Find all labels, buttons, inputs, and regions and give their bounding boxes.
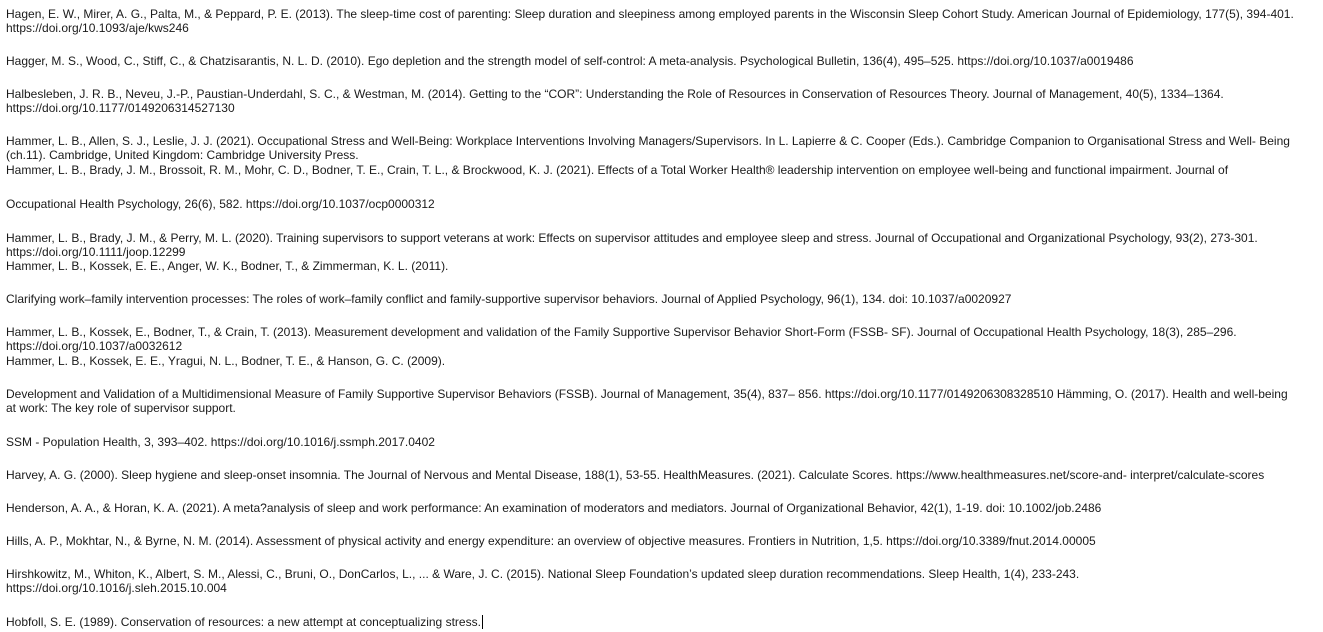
reference-hirshkowitz-2015[interactable]: Hirshkowitz, M., Whiton, K., Albert, S. M., Alessi, C., Bruni, O., DonCarlos, L., ... & Ware, J. C. (2015). National Sleep Foundation’s updated sleep duration recommendations. Sleep Health, 1(4), 233-243. https://doi.org/10.1016/j.sleh.2015.10.004 [6, 567, 1080, 595]
reference-hammer-kossek-2011[interactable]: Hammer, L. B., Kossek, E. E., Anger, W. K., Bodner, T., & Zimmerman, K. L. (2011). [6, 259, 449, 273]
reference-hamming-2017-continued[interactable]: SSM - Population Health, 3, 393–402. https://doi.org/10.1016/j.ssmph.2017.0402 [6, 435, 435, 449]
reference-hammer-kossek-2011-continued[interactable]: Clarifying work–family intervention processes: The roles of work–family conflict and family-supportive supervisor behaviors. Journal of Applied Psychology, 96(1), 134. doi: 10.1037/a0020927 [6, 292, 1012, 306]
reference-hammer-kossek-2009[interactable]: Hammer, L. B., Kossek, E. E., Yragui, N. L., Bodner, T. E., & Hanson, G. C. (2009). [6, 354, 446, 368]
reference-hammer-kossek-2009-continued[interactable]: Development and Validation of a Multidimensional Measure of Family Supportive Supervisor Behaviors (FSSB). Journal of Management, 35(4), 837– 856. https://doi.org/10.1177/0149206308328510 Hämming, O. (2017). Health and well-being at work: The key role of supervisor support. [6, 387, 1288, 415]
reference-hammer-kossek-2013[interactable]: Hammer, L. B., Kossek, E., Bodner, T., & Crain, T. (2013). Measurement development and validation of the Family Supportive Supervisor Behavior Short-Form (FSSB- SF). Journal of Occupational Health Psychology, 18(3), 285–296. https://doi.org/10.1037/a0032612 [6, 325, 1237, 353]
reference-hobfoll-1989-container[interactable] [6, 615, 1296, 629]
reference-halbesleben-2014[interactable]: Halbesleben, J. R. B., Neveu, J.-P., Paustian-Underdahl, S. C., & Westman, M. (2014). Getting to the “COR”: Understanding the Role of Resources in Conservation of Resources Theory. Journal of Management, 40(5), 1334–1364. https://doi.org/10.1177/0149206314527130 [6, 87, 1224, 115]
reference-hagen-2013[interactable]: Hagen, E. W., Mirer, A. G., Palta, M., & Peppard, P. E. (2013). The sleep-time cost of parenting: Sleep duration and sleepiness among employed parents in the Wisconsin Sleep Cohort Study. American Journal of Epidemiology, 177(5), 394-401. https://doi.org/10.1093/aje/kws246 [6, 7, 1294, 35]
reference-henderson-2021[interactable]: Henderson, A. A., & Horan, K. A. (2021). A meta?analysis of sleep and work performance: An examination of moderators and mediators. Journal of Organizational Behavior, 42(1), 1-19. doi: 10.1002/job.2486 [6, 501, 1102, 515]
reference-hammer-brady-perry-2020[interactable]: Hammer, L. B., Brady, J. M., & Perry, M. L. (2020). Training supervisors to support veterans at work: Effects on supervisor attitudes and employee sleep and stress. Journal of Occupational and Organizational Psychology, 93(2), 273-301. https://doi.org/10.1111/joop.12299 [6, 231, 1258, 259]
reference-hills-2014[interactable]: Hills, A. P., Mokhtar, N., & Byrne, N. M. (2014). Assessment of physical activity and energy expenditure: an overview of objective measures. Frontiers in Nutrition, 1,5. https://doi.org/10.3389/fnut.2014.00005 [6, 534, 1096, 548]
reference-hammer-brady-2021[interactable]: Hammer, L. B., Brady, J. M., Brossoit, R. M., Mohr, C. D., Bodner, T. E., Crain, T. L., & Brockwood, K. J. (2021). Effects of a Total Worker Health® leadership intervention on employee well-being and functional impairment. Journal of [6, 163, 1229, 177]
reference-hammer-brady-2021-continued[interactable]: Occupational Health Psychology, 26(6), 582. https://doi.org/10.1037/ocp0000312 [6, 197, 435, 211]
reference-hagger-2010[interactable]: Hagger, M. S., Wood, C., Stiff, C., & Chatzisarantis, N. L. D. (2010). Ego depletion and the strength model of self-control: A meta-analysis. Psychological Bulletin, 136(4), 495–525. https://doi.org/10.1037/a0019486 [6, 54, 1134, 68]
reference-harvey-2000[interactable]: Harvey, A. G. (2000). Sleep hygiene and sleep-onset insomnia. The Journal of Nervous and Mental Disease, 188(1), 53-55. HealthMeasures. (2021). Calculate Scores. https://www.healthmeasures.net/score-and- interpret/calculate-scores [6, 468, 1265, 482]
text-cursor [482, 615, 483, 629]
reference-hobfoll-1989[interactable]: Hobfoll, S. E. (1989). Conservation of resources: a new attempt at conceptualizing stress. [6, 615, 481, 629]
reference-hammer-allen-2021[interactable]: Hammer, L. B., Allen, S. J., Leslie, J. J. (2021). Occupational Stress and Well-Being: Workplace Interventions Involving Managers/Supervisors. In L. Lapierre & C. Cooper (Eds.). Cambridge Companion to Organisational Stress and Well- Being (ch.11). Cambridge, United Kingdom: Cambridge University Press. [6, 134, 1290, 162]
